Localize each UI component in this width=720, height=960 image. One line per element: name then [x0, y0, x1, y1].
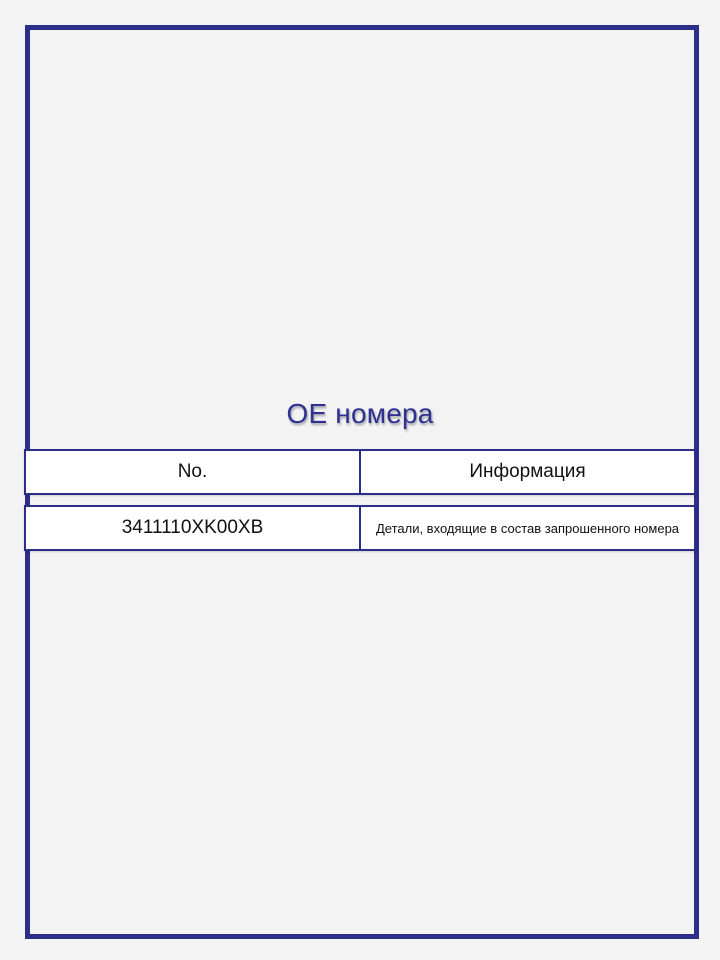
oe-info-cell: Детали, входящие в состав запрошенного номера — [375, 520, 680, 536]
oe-number-cell[interactable]: 3411110XK00XB — [26, 507, 361, 549]
table-row — [24, 505, 696, 551]
column-header-info: Информация — [469, 461, 586, 482]
table-header-row — [24, 449, 696, 495]
page-title: OE номера — [286, 398, 434, 429]
column-header-number: No. — [26, 451, 361, 493]
